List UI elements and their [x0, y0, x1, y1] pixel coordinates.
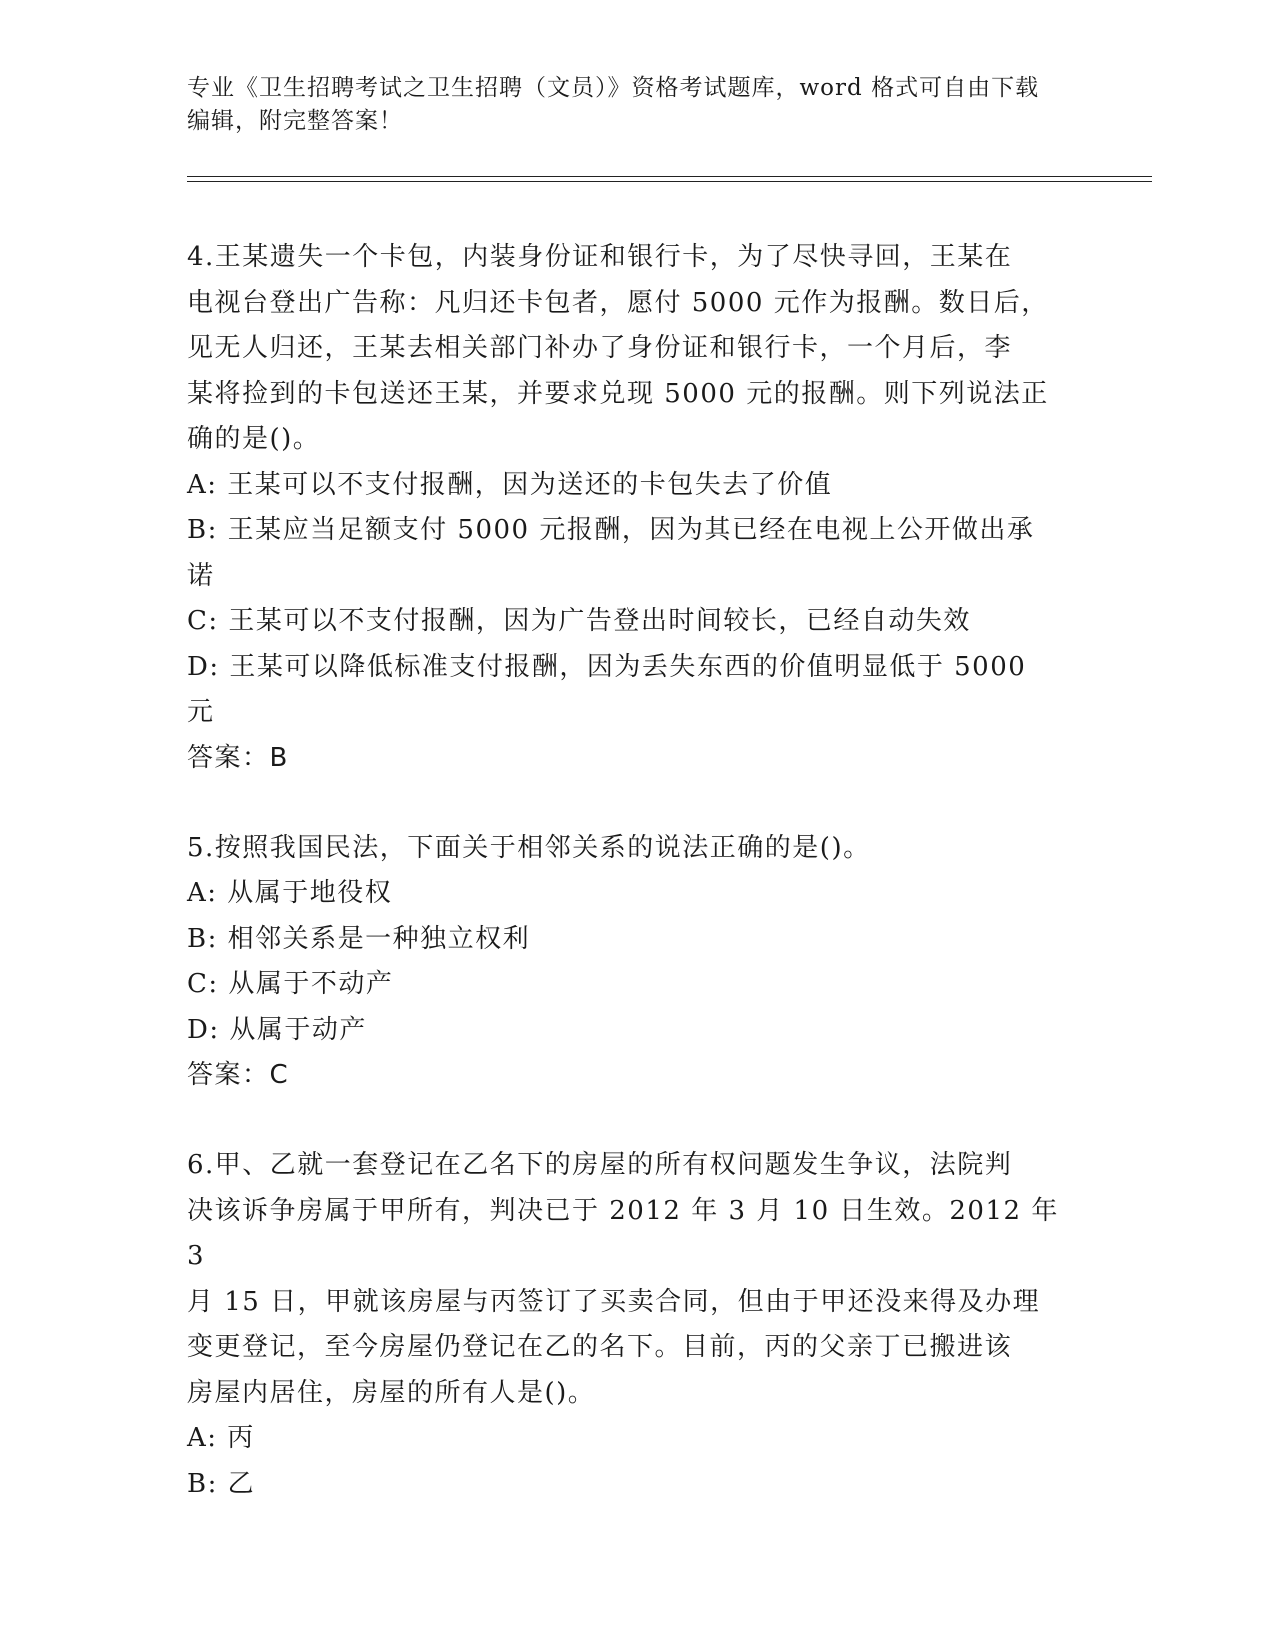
- option-a: A: 丙: [187, 1423, 255, 1453]
- answer-label: 答案：B: [187, 742, 289, 773]
- question-4: [187, 235, 1077, 781]
- answer-label: 答案：C: [187, 1060, 290, 1090]
- question-text-line: 6.甲、乙就一套登记在乙名下的房屋的所有权问题发生争议，法院判: [187, 1150, 1013, 1180]
- option-b: B: 乙: [187, 1468, 256, 1499]
- option-a: A: 王某可以不支付报酬，因为送还的卡包失去了价值: [187, 469, 833, 500]
- spacer: [187, 781, 1077, 826]
- question-text-line: 房屋内居住，房屋的所有人是()。: [187, 1377, 596, 1408]
- option-a: A: 从属于地役权: [187, 878, 393, 908]
- question-text-line: 4.王某遗失一个卡包，内装身份证和银行卡，为了尽快寻回，王某在: [187, 242, 1013, 272]
- document-header: [187, 72, 1087, 138]
- option-d: D: 王某可以降低标准支付报酬，因为丢失东西的价值明显低于 5000: [187, 651, 1027, 682]
- question-list: [187, 235, 1077, 1507]
- option-b: B: 王某应当足额支付 5000 元报酬，因为其已经在电视上公开做出承: [187, 515, 1035, 545]
- question-text-line: 5.按照我国民法，下面关于相邻关系的说法正确的是()。: [187, 832, 871, 863]
- header-rule-top: [187, 176, 1152, 177]
- question-text-line: 决该诉争房属于甲所有，判决已于 2012 年 3 月 10 日生效。2012 年 3: [187, 1195, 1059, 1271]
- question-text-line: 确的是()。: [187, 424, 321, 454]
- question-text-line: 见无人归还，王某去相关部门补办了身份证和银行卡，一个月后，李: [187, 333, 1013, 363]
- question-text-line: 变更登记，至今房屋仍登记在乙的名下。目前，丙的父亲丁已搬进该: [187, 1332, 1013, 1362]
- spacer: [187, 1098, 1077, 1143]
- option-c: C: 从属于不动产: [187, 969, 394, 999]
- question-6: [187, 1143, 1077, 1507]
- question-5: [187, 826, 1077, 1099]
- option-b: B: 相邻关系是一种独立权利: [187, 923, 531, 954]
- option-d: D: 从属于动产: [187, 1014, 367, 1045]
- option-d-continued: 元: [187, 697, 215, 727]
- header-rule-bottom: [187, 181, 1152, 182]
- header-line-1: 专业《卫生招聘考试之卫生招聘（文员）》资格考试题库，word 格式可自由下载: [187, 75, 1040, 101]
- option-c: C: 王某可以不支付报酬，因为广告登出时间较长，已经自动失效: [187, 606, 971, 636]
- question-text-line: 月 15 日，甲就该房屋与丙签订了买卖合同，但由于甲还没来得及办理: [187, 1286, 1041, 1317]
- header-line-2: 编辑，附完整答案！: [187, 108, 403, 134]
- question-text-line: 某将捡到的卡包送还王某，并要求兑现 5000 元的报酬。则下列说法正: [187, 378, 1049, 409]
- option-b-continued: 诺: [187, 560, 215, 591]
- question-text-line: 电视台登出广告称：凡归还卡包者，愿付 5000 元作为报酬。数日后，: [187, 287, 1049, 318]
